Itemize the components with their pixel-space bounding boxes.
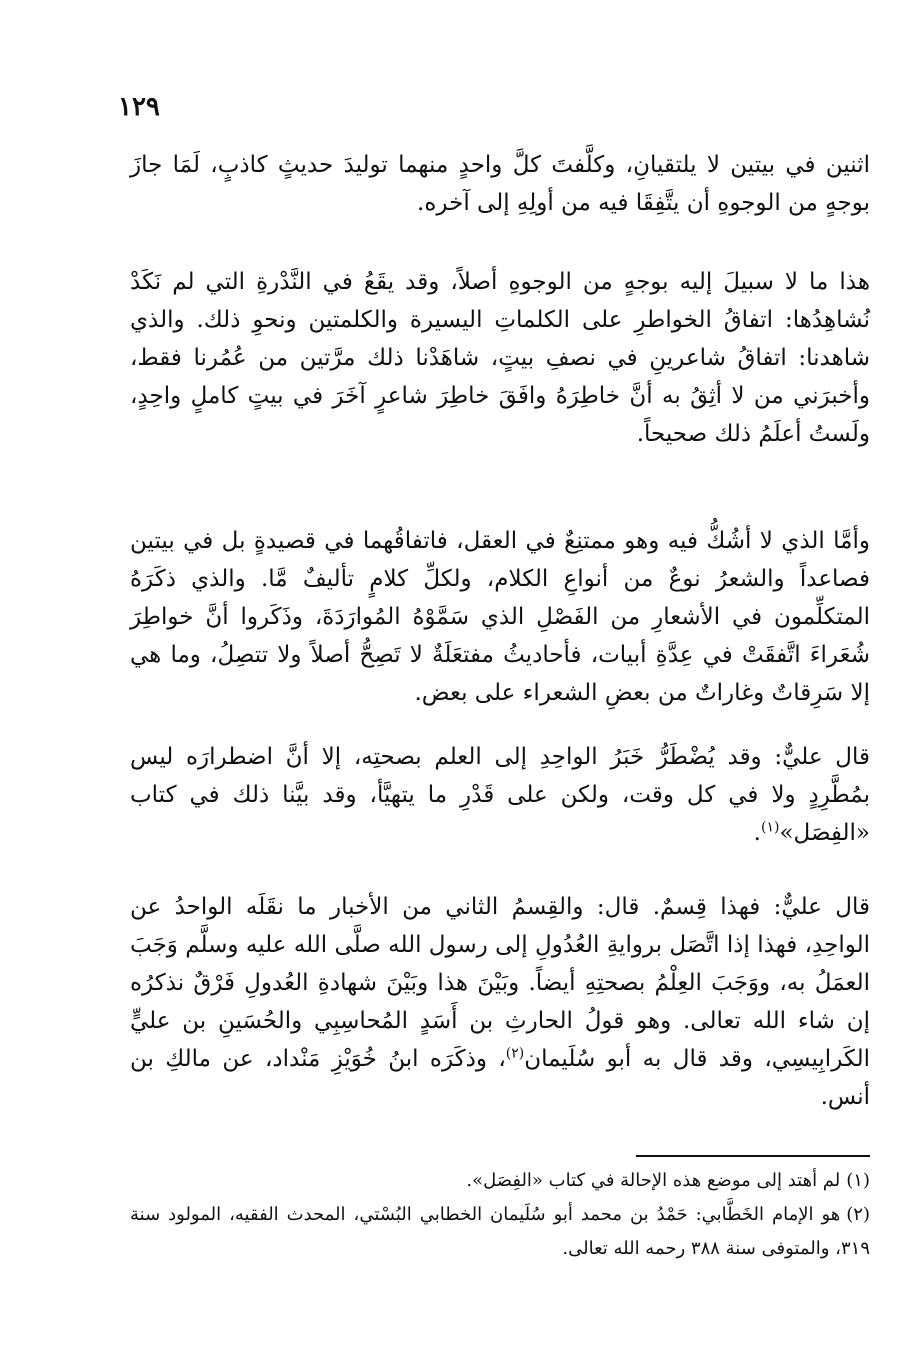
footnote-number: (١) [846, 1170, 870, 1191]
paragraph-text: قال عليٌّ: فهذا قِسمٌ. قال: والقِسمُ الثاني من الأخبار ما نقَلَه الواحدُ عن الواحِدِ، فهذا إذا اتَّصَل بروايةِ العُدُولِ إلى رسول الله صلَّى الله عليه وسلَّم وَجَبَ العمَلُ به، ووَجَبَ العِلْمُ بصحتِهِ أيضاً. وبَيْنَ هذا وبَيْنَ شهادةِ العُدولِ فَرْقٌ نذكرُه إن شاء الله تعالى. وهو قولُ الحارثِ بن أَسَدٍ المُحاسِبِي والحُسَينِ بن عليٍّ الكَرابِيسِي، وقد قال به أبو سُلَيمان [130, 894, 870, 1072]
footnote-2 [130, 1198, 870, 1266]
paragraph-tail: ، وذكَرَه ابنُ خُوَيْزِ مَنْداد، عن مالكِ بن أنس. [130, 1046, 870, 1110]
paragraph-1 [130, 146, 870, 222]
paragraph-3 [130, 522, 870, 712]
footnote-text: هو الإمام الخَطَّابي: حَمْدُ بن محمد أبو سُلَيمان الخطابي البُسْتي، المحدث الفقيه، المولود سنة ٣١٩، والمتوفى سنة ٣٨٨ رحمه الله تعالى. [130, 1204, 870, 1259]
paragraph-text: هذا ما لا سبيلَ إليه بوجهٍ من الوجوهِ أصلاً، وقد يقَعُ في النَّدْرةِ التي لم نَكَدْ نُشاهِدُها: اتفاقُ الخواطرِ على الكلماتِ اليسيرة والكلمتين ونحوِ ذلك. والذي شاهدنا: اتفاقُ شاعرينِ في نصفِ بيتٍ، شاهَدْنا ذلك مرَّتين من عُمُرنا فقط، وأخبرَني من لا أثِقُ به أنَّ خاطِرَهُ وافَقَ خاطِرَ شاعرٍ آخَرَ في بيتٍ كاملٍ واحِدٍ، ولَستُ أعلَمُ ذلك صحيحاً. [130, 269, 870, 447]
paragraph-container: قال عليٌّ: وقد يُضْطَرُّ خَبَرُ الواحِدِ إلى العلم بصحتِه، إلا أنَّ اضطرارَه ليس بمُطَّرِدٍ ولا في كل وقت، ولكن على قَدْرِ ما يتهيَّأ، وقد بيَّنا ذلك في كتاب «الفِصَل»$^{(١)}$. [130, 744, 870, 846]
footnote-text: لم أهتد إلى موضع هذه الإحالة في كتاب «الفِصَل». [466, 1170, 841, 1191]
footnote-1 [130, 1164, 870, 1198]
footnotes [130, 1164, 870, 1266]
paragraph-text: قال عليٌّ: وقد يُضْطَرُّ خَبَرُ الواحِدِ إلى العلم بصحتِه، إلا أنَّ اضطرارَه ليس بمُطَّرِدٍ ولا في كل وقت، ولكن على قَدْرِ ما يتهيَّأ، وقد بيَّنا ذلك في كتاب «الفِصَل» [130, 744, 870, 846]
footnote-divider [636, 1155, 870, 1157]
footnote-ref-1: (١) [760, 819, 780, 836]
page-number: ١٢٩ [118, 92, 160, 122]
paragraph-4 [130, 738, 870, 852]
footnote-number: (٢) [846, 1204, 870, 1225]
paragraph-text: وأمَّا الذي لا أشُكُّ فيه وهو ممتنِعٌ في العقل، فاتفاقُهما في قصيدةٍ بل في بيتين فصاعداً والشعرُ نوعٌ من أنواعِ الكلام، ولكلِّ كلامٍ تأليفٌ مَّا. والذي ذكَرَهُ المتكلِّمون في الأشعارِ من الفَصْلِ الذي سَمَّوْهُ المُوارَدَةَ، وذَكَروا أنَّ خواطِرَ شُعَراءَ اتَّفقَتْ في عِدَّةِ أبيات، فأحاديثُ مفتعَلَةٌ لا تَصِحُّ أصلاً ولا تتصِلُ، وما هي إلا سَرِقاتٌ وغاراتٌ من بعضِ الشعراء على بعض. [130, 528, 870, 706]
paragraph-container [130, 888, 870, 1116]
paragraph-2 [130, 263, 870, 453]
footnote-ref-2: (٢) [505, 1045, 525, 1062]
paragraph-5 [130, 888, 870, 1116]
paragraph-text: اثنين في بيتين لا يلتقيانِ، وكلَّفتَ كلَّ واحدٍ منهما توليدَ حديثٍ كاذبٍ، لَمَا جازَ بوجهٍ من الوجوهِ أن يتَّفِقَا فيه من أولِهِ إلى آخره. [130, 152, 870, 216]
